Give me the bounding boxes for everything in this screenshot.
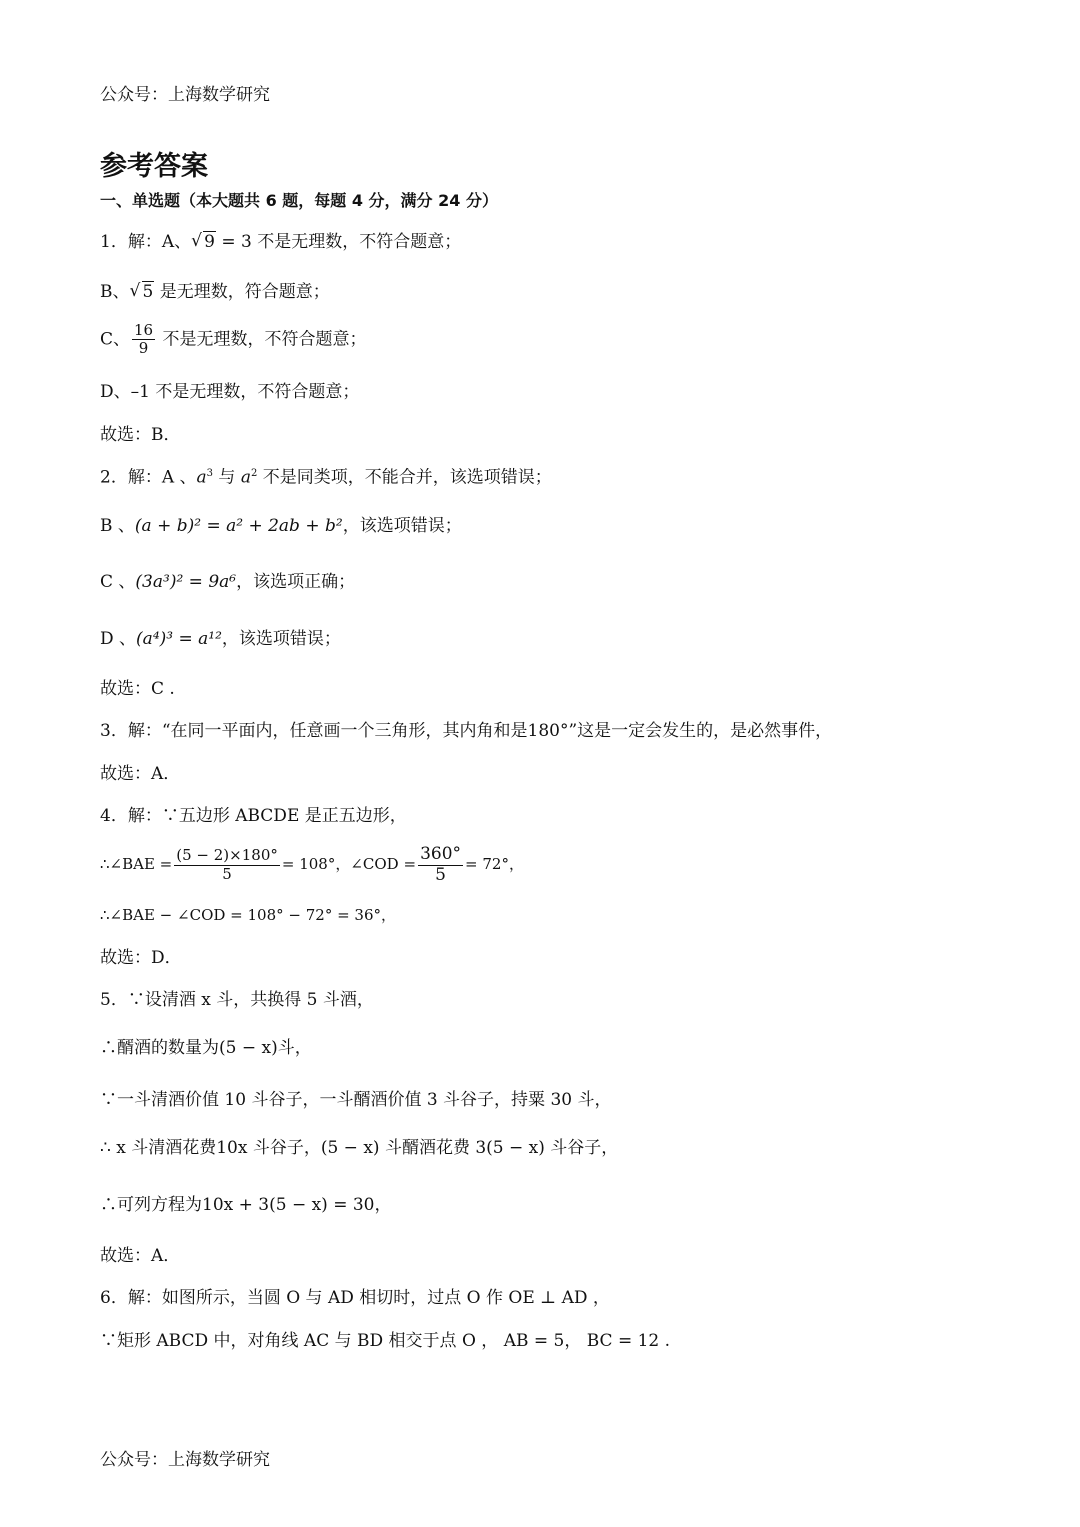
fraction: $\frac{16}{9}$ [134, 321, 154, 358]
q5-line-e: ∴可列方程为10x + 3(5 − x) = 30， [100, 1195, 392, 1215]
page-title: 参考答案 [100, 151, 208, 182]
q1-answer: 故选：B． [100, 425, 181, 445]
q5-line-d: ∴ x 斗清酒花费10x 斗谷子，(5 − x) 斗醑酒花费 3(5 − x) 斗谷子， [100, 1138, 619, 1158]
sqrt-symbol: √ 9 [191, 234, 216, 251]
q1-option-d: D、–1 不是无理数，不符合题意； [100, 382, 360, 402]
page-header: 公众号：上海数学研究 [100, 85, 270, 105]
q4-line-b: ∴∠BAE = $\frac{(5 - 2)\times 180^\circ}{5}$ = 108°，∠COD = $\frac{360^\circ}{5}$ = 72°， [100, 844, 524, 885]
fraction: $\frac{(5 - 2)\times 180^\circ}{5}$ [176, 846, 278, 883]
q4-line-a: 4．解：∵五边形 ABCDE 是正五边形， [100, 806, 407, 826]
q2-option-a: 2．解：A 、$a^3$ 与 $a^2$ 不是同类项，不能合并，该选项错误； [100, 467, 552, 488]
q2-answer: 故选：C . [100, 679, 175, 699]
fraction: $\frac{360^\circ}{5}$ [420, 844, 462, 885]
q1-option-b: B、√ 5 是无理数，符合题意； [100, 284, 330, 301]
q5-line-c: ∵一斗清酒价值 10 斗谷子，一斗醑酒价值 3 斗谷子，持粟 30 斗， [100, 1090, 612, 1110]
q1-option-c: C、 $\frac{16}{9}$ 不是无理数，不符合题意； [100, 321, 367, 358]
q5-answer: 故选：A． [100, 1246, 181, 1266]
q1-option-a: 1．解：A、√ 9 = 3 不是无理数，不符合题意； [100, 234, 461, 251]
q2-option-d: D 、(a⁴)³ = a¹²，该选项错误； [100, 629, 341, 649]
q6-line-a: 6．解：如图所示，当圆 O 与 AD 相切时，过点 O 作 OE ⊥ AD ， [100, 1288, 610, 1308]
q2-option-c: C 、(3a³)² = 9a⁶，该选项正确； [100, 572, 356, 592]
section-heading: 一、单选题（本大题共 6 题，每题 4 分，满分 24 分） [100, 191, 498, 210]
q5-line-a: 5．∵设清酒 x 斗，共换得 5 斗酒， [100, 990, 374, 1010]
q4-line-c: ∴∠BAE − ∠COD = 108° − 72° = 36°， [100, 906, 397, 924]
q3-answer: 故选：A． [100, 764, 181, 784]
page-footer: 公众号：上海数学研究 [100, 1450, 270, 1470]
sqrt-symbol: √ 5 [130, 284, 155, 301]
q3-text: 3．解：“在同一平面内，任意画一个三角形，其内角和是180°”这是一定会发生的，是必然事件， [100, 721, 833, 741]
q5-line-b: ∴醑酒的数量为(5 − x)斗， [100, 1038, 312, 1058]
q6-line-b: ∵矩形 ABCD 中，对角线 AC 与 BD 相交于点 O ， AB = 5， BC = 12 . [100, 1331, 671, 1351]
q4-answer: 故选：D． [100, 948, 182, 968]
q2-option-b: B 、(a + b)² = a² + 2ab + b²，该选项错误； [100, 516, 462, 536]
